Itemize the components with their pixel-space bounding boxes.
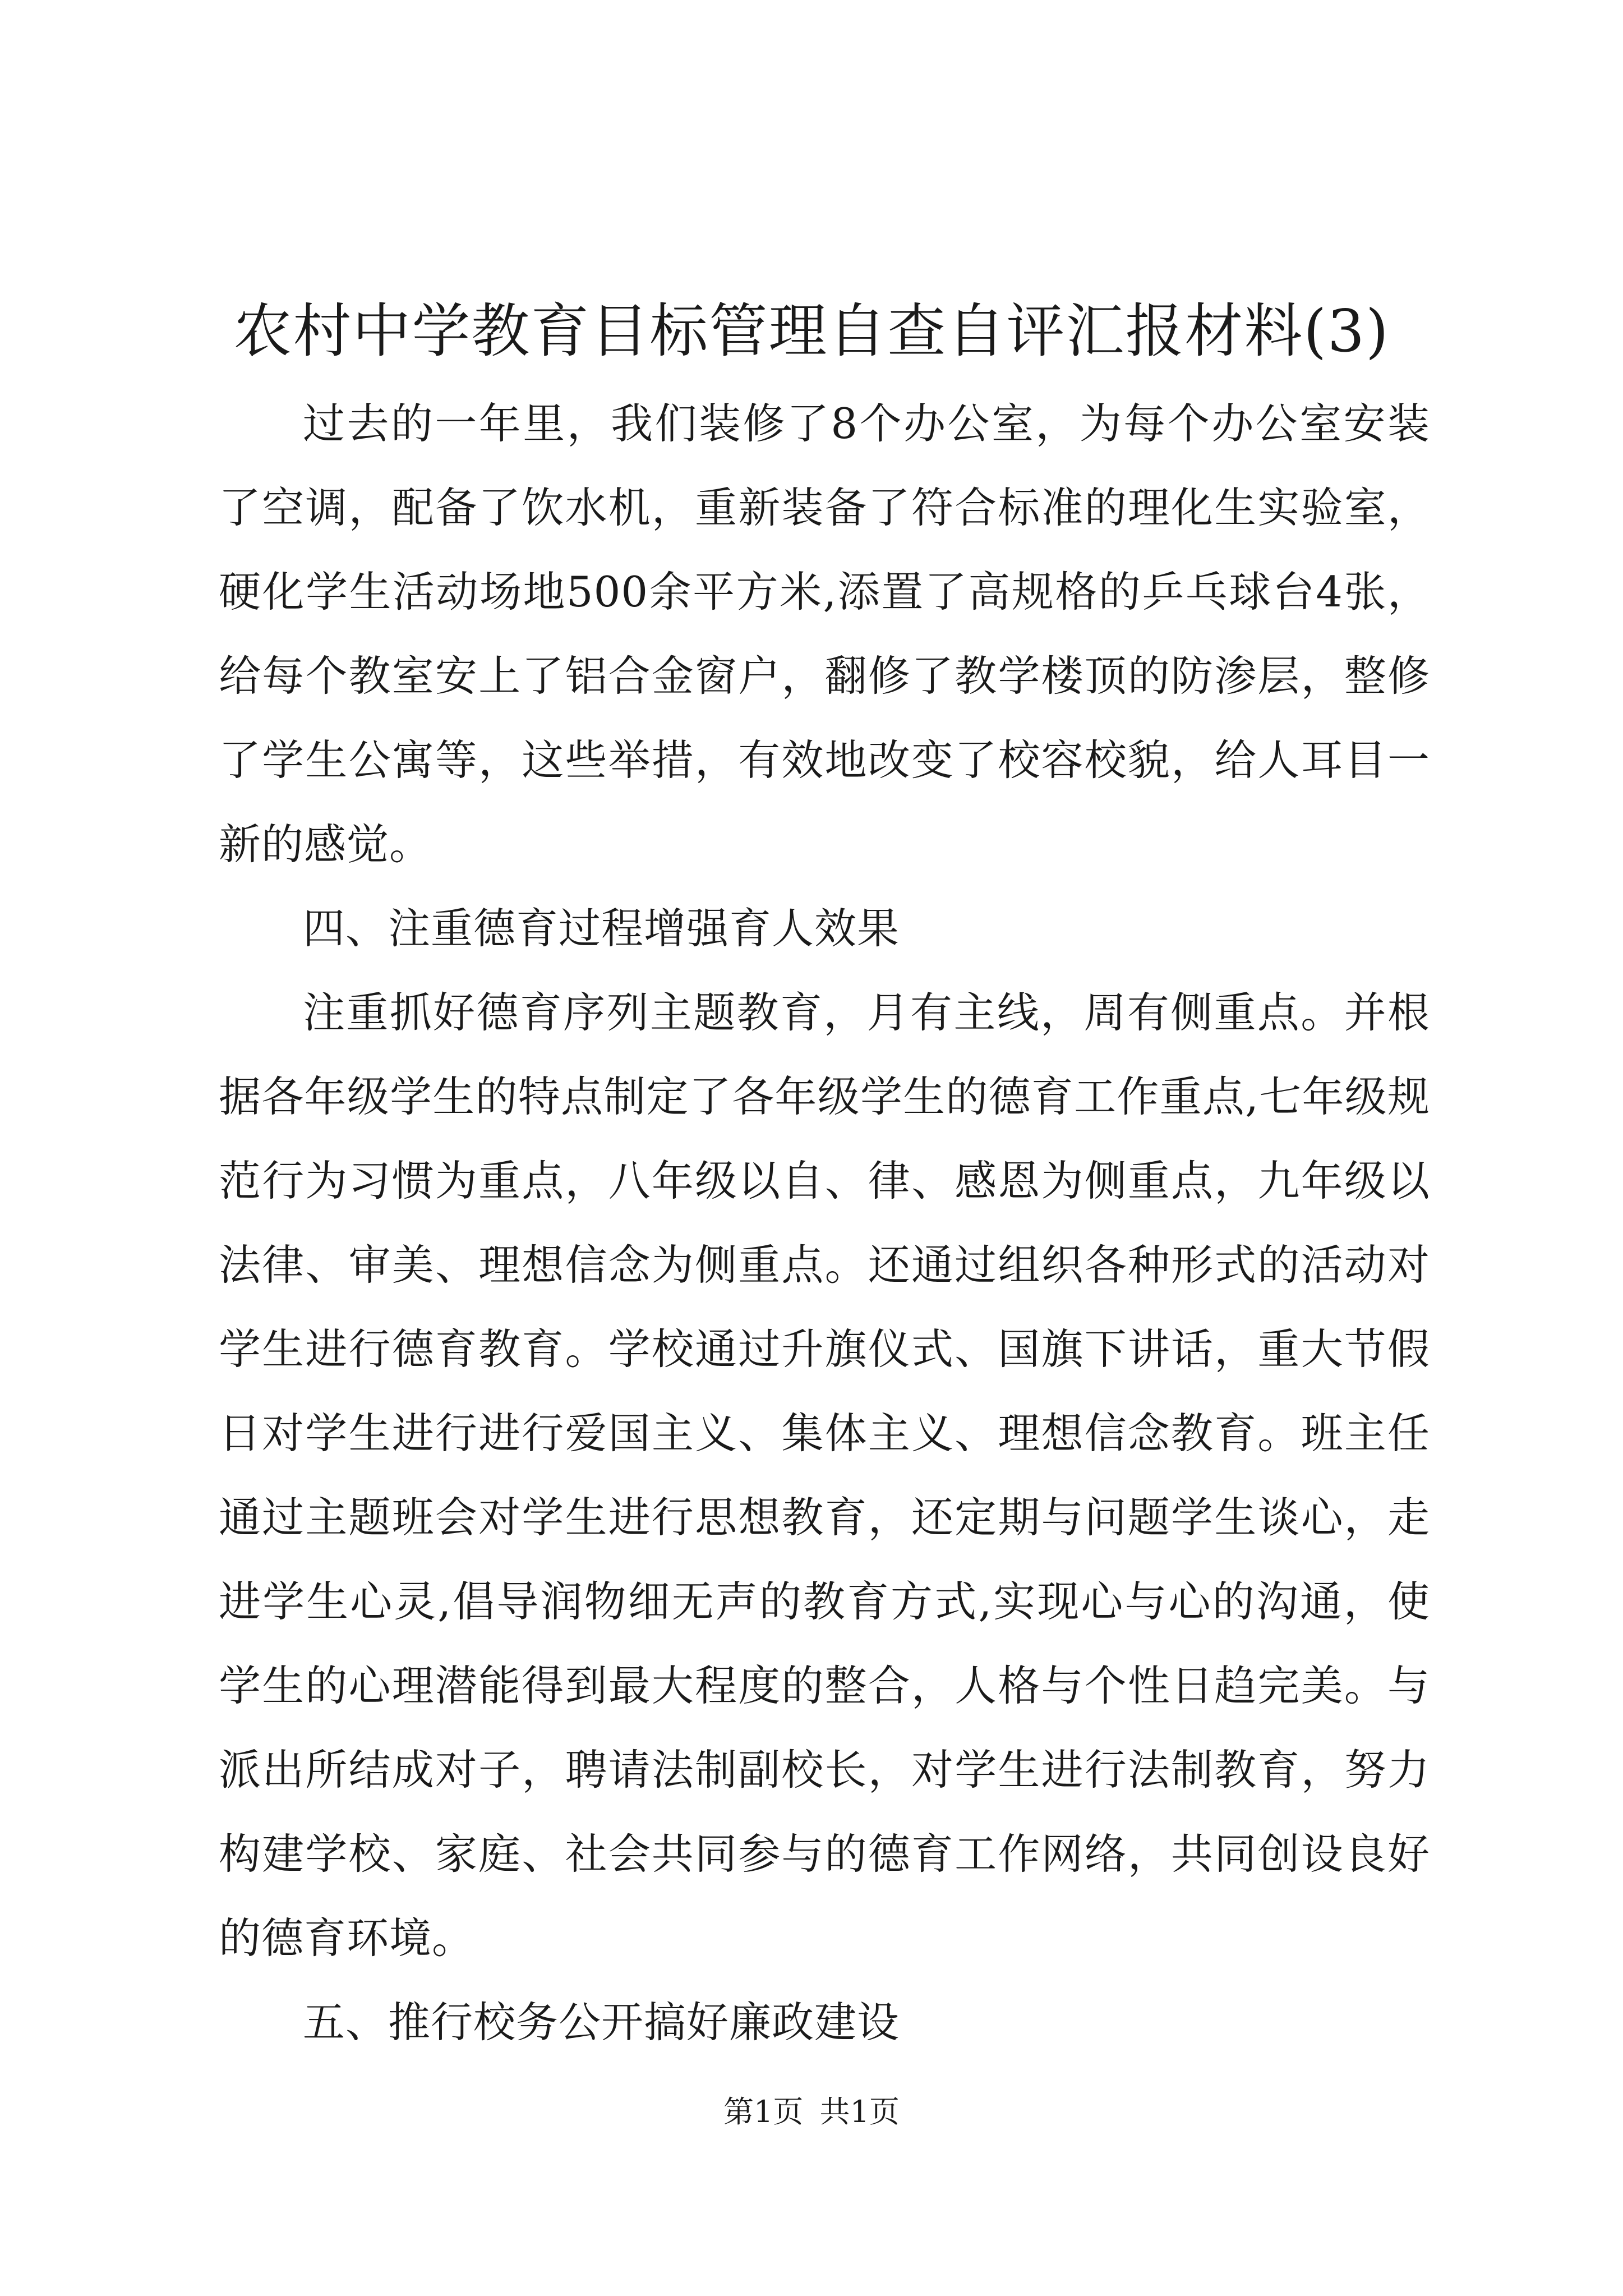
paragraph-moral-education: 注重抓好德育序列主题教育，月有主线，周有侧重点。并根据各年级学生的特点制定了各年级学生的德育工作重点,七年级规范行为习惯为重点，八年级以自、律、感恩为侧重点，九年级以法律、审美、理想信念为侧重点。还通过组织各种形式的活动对学生进行德育教育。学校通过升旗仪式、国旗下讲话，重大节假日对学生进行进行爱国主义、集体主义、理想信念教育。班主任通过主题班会对学生进行思想教育，还定期与问题学生谈心，走进学生心灵,倡导润物细无声的教育方式,实现心与心的沟通，使学生的心理潜能得到最大程度的整合，人格与个性日趋完美。与派出所结成对子，聘请法制副校长，对学生进行法制教育，努力构建学校、家庭、社会共同参与的德育工作网络，共同创设良好的德育环境。 — [219, 988, 1430, 1963]
document-title: 农村中学教育目标管理自查自评汇报材料(3) — [233, 297, 1390, 365]
page-footer — [0, 2092, 1623, 2132]
paragraph-facilities: 过去的一年里，我们装修了8个办公室，为每个办公室安装了空调，配备了饮水机，重新装备了符合标准的理化生实验室，硬化学生活动场地500余平方米,添置了高规格的乒乓球台4张，给每个教室安上了铝合金窗户，翻修了教学楼顶的防渗层，整修了学生公寓等，这些举措，有效地改变了校容校貌，给人耳目一新的感觉。 — [219, 399, 1430, 869]
document-body — [219, 381, 1430, 2064]
page-number: 第1页 — [723, 2094, 804, 2129]
section-heading-moral-education: 四、注重德育过程增强育人效果 — [303, 904, 900, 953]
total-pages: 共1页 — [819, 2094, 900, 2129]
section-heading-school-affairs: 五、推行校务公开搞好廉政建设 — [303, 1998, 900, 2047]
